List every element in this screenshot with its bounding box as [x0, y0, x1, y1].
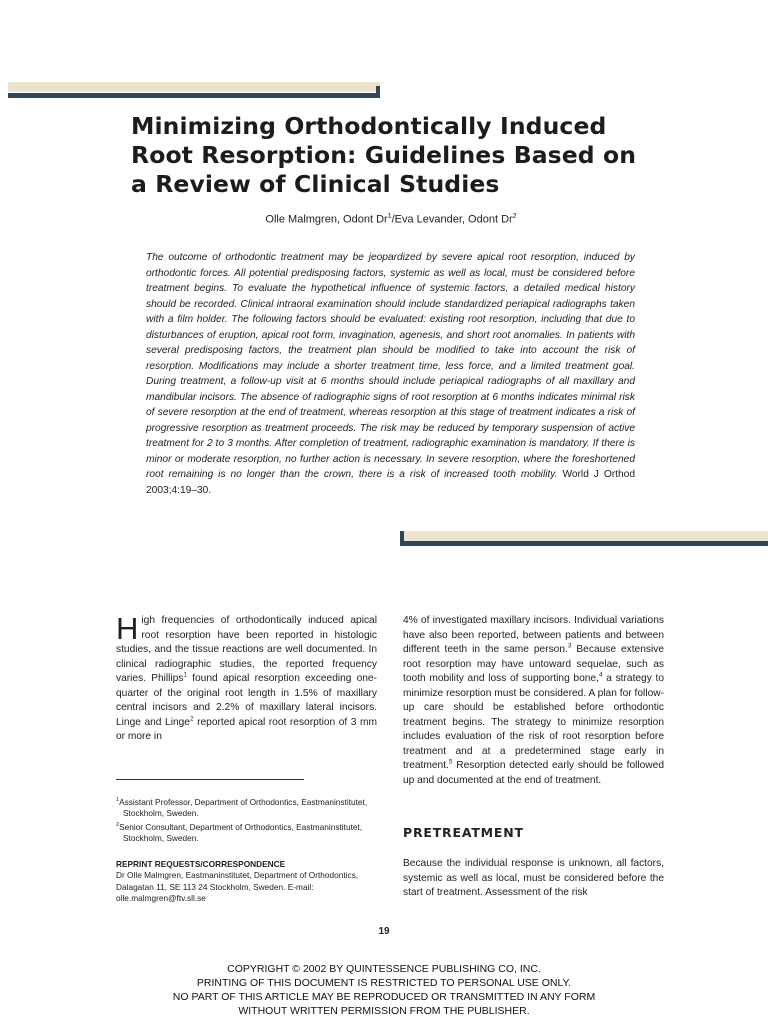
title-line: a Review of Clinical Studies: [131, 170, 500, 198]
author-name: Olle Malmgren, Odont Dr: [265, 213, 388, 226]
abstract: [146, 250, 635, 498]
header-accent-bar-navy: [8, 93, 380, 98]
pretreatment-text: Because the individual response is unknown, all factors, systemic as well as local, must be considered before the start of treatment. Assessment of the risk: [403, 858, 664, 898]
copyright-line: NO PART OF THIS ARTICLE MAY BE REPRODUCED OR TRANSMITTED IN ANY FORM: [172, 991, 596, 1003]
page-number: 19: [378, 926, 390, 937]
reference-marker: 2: [189, 715, 194, 723]
header-accent-bar-beige: [8, 82, 380, 92]
footnote-marker: 2: [116, 821, 120, 828]
footnotes: [116, 795, 381, 905]
body-text: Because extensive root resorption may have untoward sequelae, such as tooth mobility and loss of supporting bone,: [403, 644, 664, 684]
affiliation-marker: 2: [512, 213, 517, 220]
copyright-line: COPYRIGHT © 2002 BY QUINTESSENCE PUBLISHING CO, INC.: [227, 963, 541, 975]
body-text: igh frequencies of orthodontically induced apical root resorption have been reported in histologic studies, and the tissue reactions are well documented. In clinical radiographic studies, the reported frequency varies. Phillips: [116, 615, 377, 684]
footnote-text: Assistant Professor, Department of Orthodontics, Eastmaninstitutet, Stockholm, Sweden.: [119, 796, 368, 819]
article-title: [131, 112, 691, 199]
footnote: [116, 820, 381, 845]
reference-marker: 1: [183, 671, 188, 679]
section-accent-bar-navy: [400, 541, 768, 546]
title-line: Minimizing Orthodontically Induced: [131, 112, 607, 140]
section-heading: PRETREATMENT: [403, 825, 524, 840]
copyright-notice: [0, 962, 768, 1018]
copyright-line: WITHOUT WRITTEN PERMISSION FROM THE PUBLISHER.: [238, 1005, 530, 1017]
reprint-text: Dr Olle Malmgren, Eastmaninstitutet, Department of Orthodontics, Dalagatan 11, SE 113 24 Stockholm, Sweden. E-mail: olle.malmgren@ftv.sll.se: [116, 870, 359, 904]
body-column-right: [403, 614, 664, 788]
body-text: found apical resorption exceeding one-quarter of the original root length in 1.5% of maxillary central incisors and 2.2% of maxillary lateral incisors. Linge and Linge: [116, 673, 377, 728]
header-accent-tick: [376, 86, 380, 98]
section-accent-bar-beige: [400, 531, 768, 541]
affiliation-marker: 1: [387, 213, 392, 220]
body-column-left: [116, 611, 377, 745]
body-text: reported apical root resorption of 3 mm or more in: [116, 716, 377, 742]
title-line: Root Resorption: Guidelines Based on: [131, 141, 637, 169]
section-accent-tick: [400, 531, 404, 543]
body-text: 4% of investigated maxillary incisors. Individual variations have also been reported, between patients and between different teeth in the same person.: [403, 615, 664, 655]
author-separator: /: [391, 213, 395, 226]
reference-marker: 3: [567, 642, 572, 650]
author-line: [131, 213, 651, 226]
drop-cap: H: [116, 611, 139, 646]
abstract-text: The outcome of orthodontic treatment may be jeopardized by severe apical root resorption, induced by orthodontic forces. All potential predisposing factors, systemic as well as local, must be considered before treatment begins. To evaluate the hypothetical influence of systemic factors, a detailed medical history should be recorded. Clinical intraoral examination should include standardized periapical radiographs taken with a film holder. The following factors should be evaluated: existing root resorption, including that due to disturbances of eruption, apical root form, invagination, agenesis, and short root anomalies. In patients with several predisposing factors, the treatment plan should be modified to take into account the risk of resorption. Modifications may include a shorter treatment time, less force, and a limited treatment goal. During treatment, a follow-up visit at 6 months should include periapical radiographs of all maxillary and mandibular incisors. The absence of radiographic signs of root resorption at 6 months indicates minimal risk of severe resorption at the end of treatment, whereas resorption at this stage of treatment indicates a risk of progressive resorption as treatment proceeds. The risk may be reduced by temporary suspension of active treatment for 2 to 3 months. After completion of treatment, radiographic examination is mandatory. If there is minor or moderate resorption, no further action is necessary. In severe resorption, where the foreshortened root remaining is no longer than the crown, there is a risk of increased tooth mobility.: [146, 252, 635, 480]
author-name: Eva Levander, Odont Dr: [394, 213, 513, 226]
reference-marker: 5: [448, 758, 453, 766]
reference-marker: 4: [598, 671, 603, 679]
reprint-heading: REPRINT REQUESTS/CORRESPONDENCE: [116, 858, 286, 869]
footnote: [116, 795, 381, 820]
body-text: a strategy to minimize resorption must be considered. A plan for follow-up care should be established before orthodontic treatment begins. The strategy to minimize resorption includes evaluation of the risk of root resorption before treatment and at a predetermined stage early in treatment.: [403, 673, 664, 771]
abstract-citation: World J Orthod 2003;4:19–30.: [146, 469, 635, 496]
copyright-line: PRINTING OF THIS DOCUMENT IS RESTRICTED TO PERSONAL USE ONLY.: [196, 977, 572, 989]
footnote-text: Senior Consultant, Department of Orthodontics, Eastmaninstitutet, Stockholm, Sweden.: [119, 821, 363, 844]
footnote-divider: [116, 779, 304, 780]
footnote-marker: 1: [116, 797, 120, 803]
body-text: Resorption detected early should be followed up and documented at the end of treatment.: [403, 760, 664, 786]
